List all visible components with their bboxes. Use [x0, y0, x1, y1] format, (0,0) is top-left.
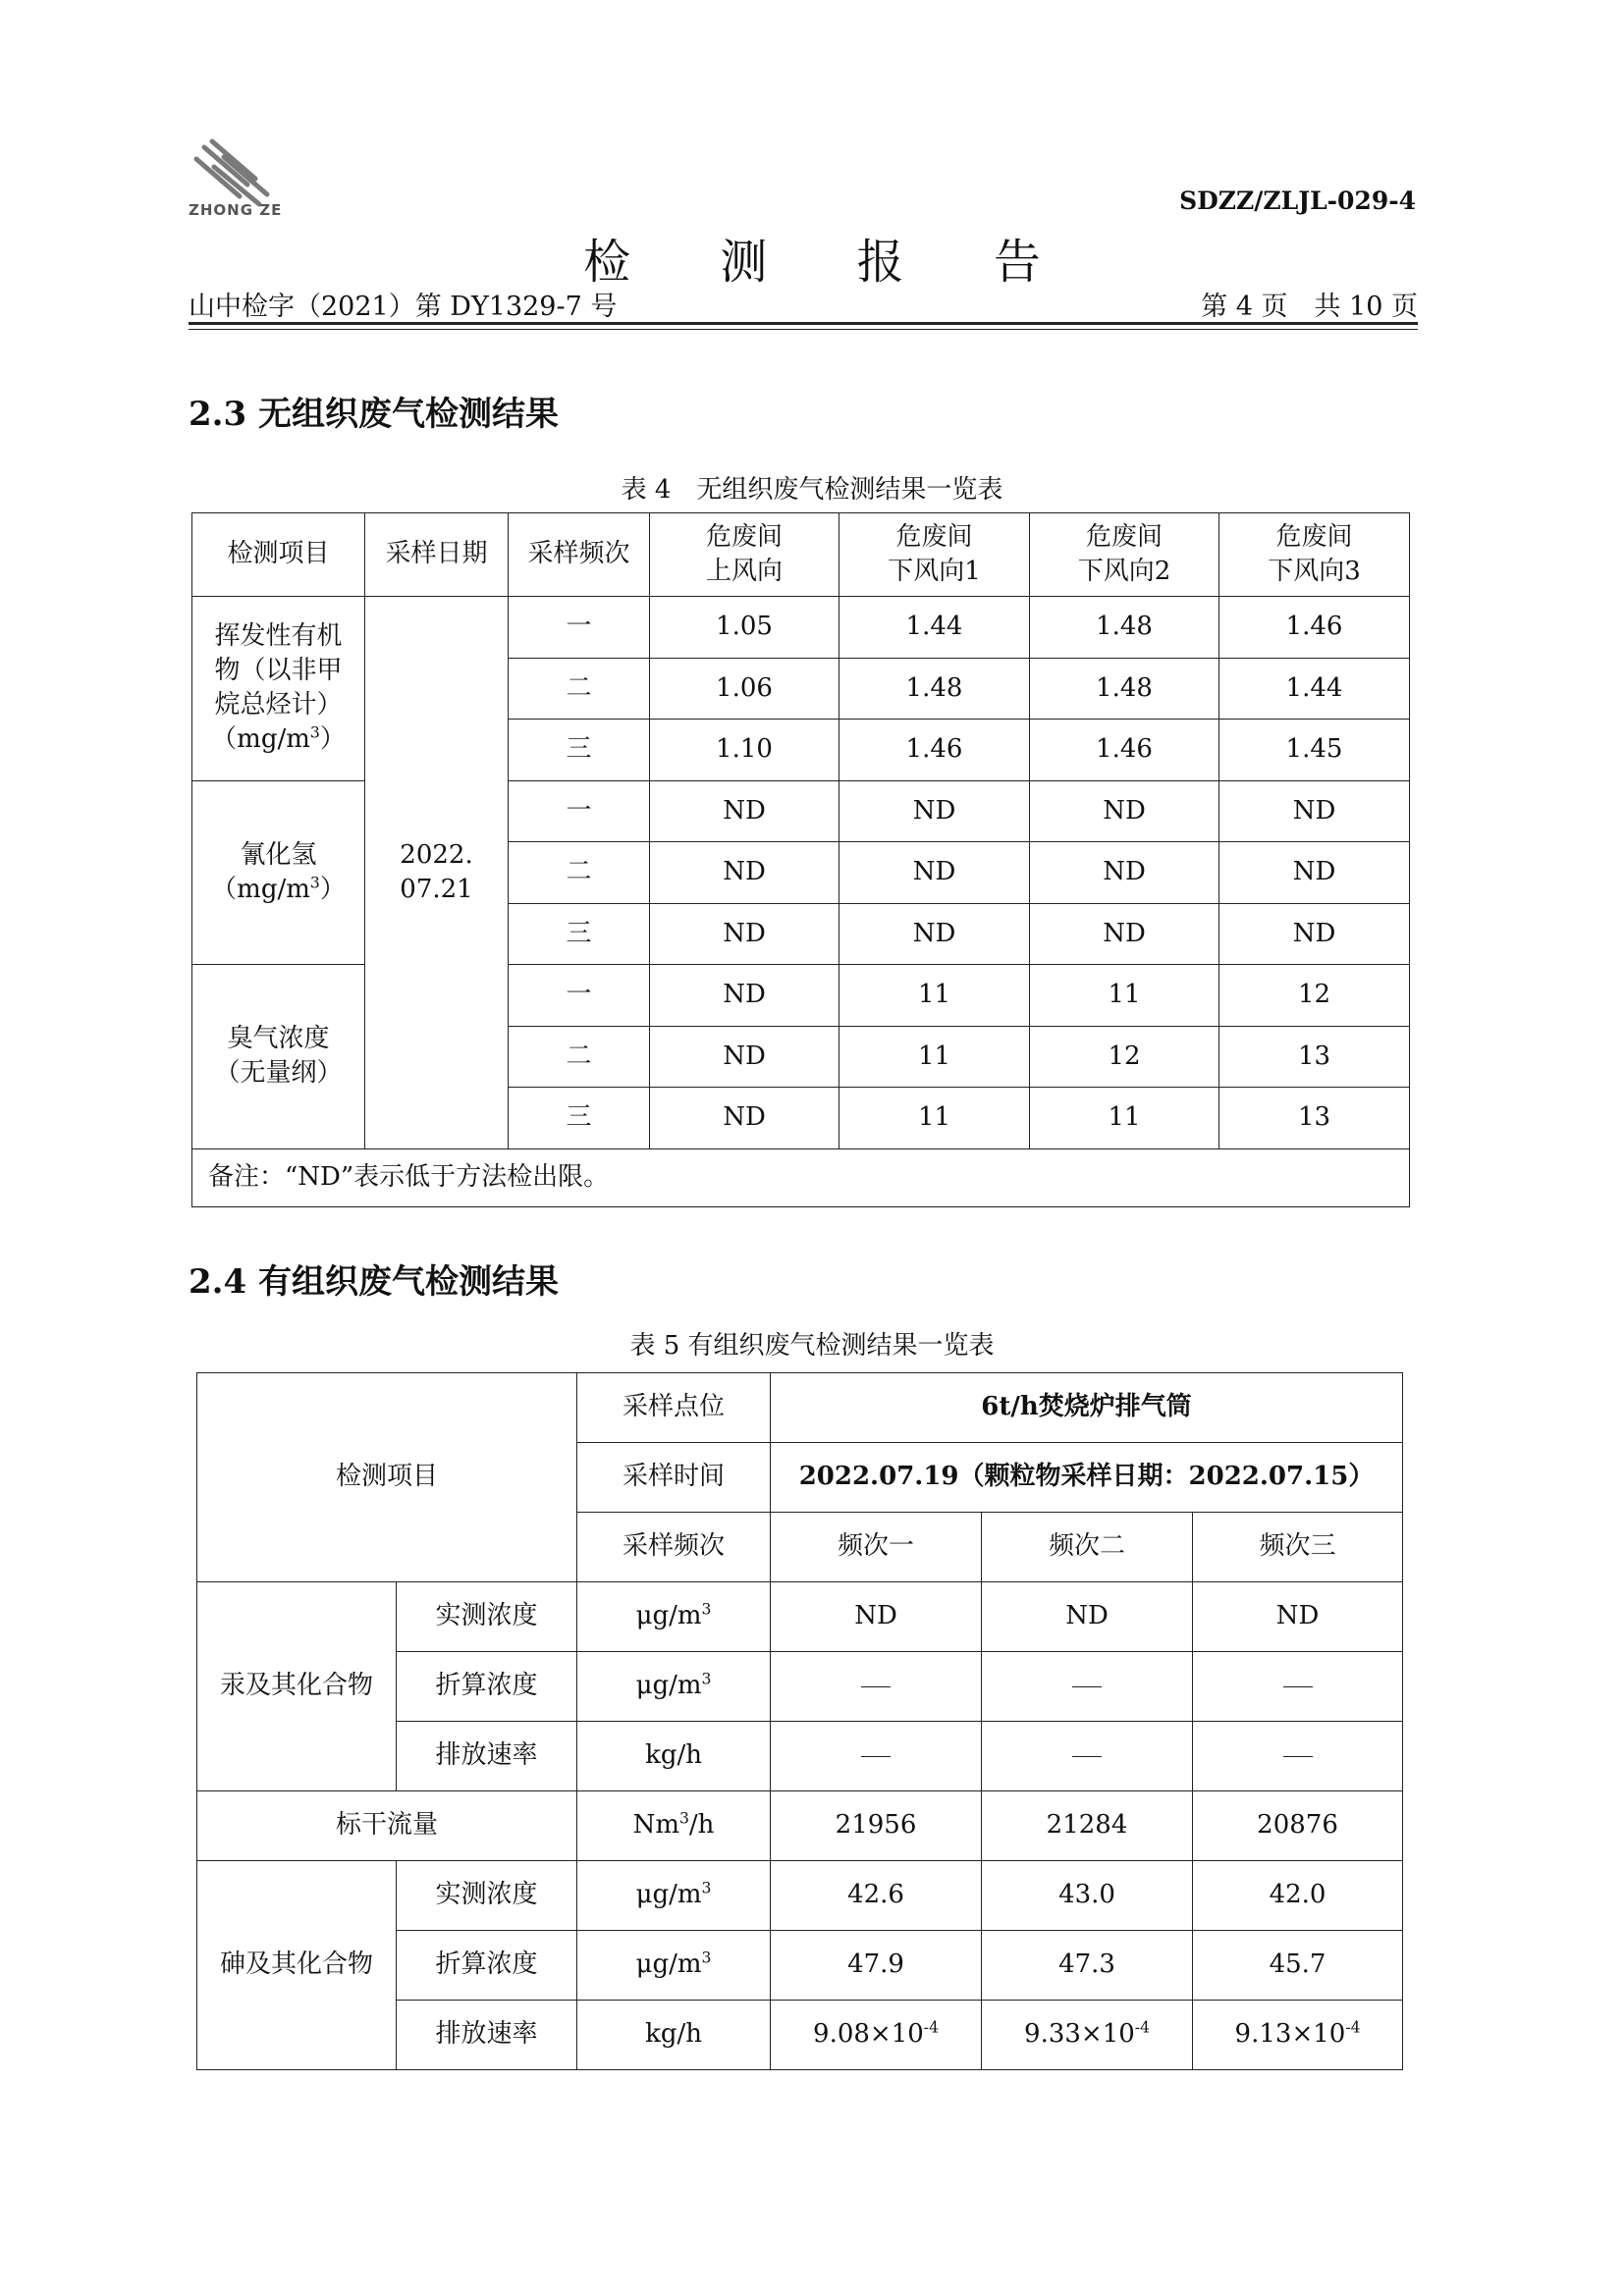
frequency-cell: 一	[509, 780, 650, 842]
value-cell: ND	[650, 1088, 839, 1149]
value-cell: ND	[771, 1582, 982, 1652]
document-code: SDZZ/ZLJL-029-4	[1179, 187, 1416, 215]
unit-cell: $\mu g/m^3$	[577, 1861, 771, 1931]
value-cell	[771, 1722, 982, 1791]
frequency-cell: 二	[509, 1026, 650, 1088]
table-note-row	[192, 1148, 1410, 1206]
frequency-cell: 一	[509, 597, 650, 659]
value-cell: 11	[839, 965, 1030, 1027]
header-date: 采样日期	[365, 513, 509, 597]
value-cell: 42.6	[771, 1861, 982, 1931]
frequency-cell: 二	[509, 658, 650, 720]
report-number: 山中检字（2021）第 DY1329-7 号	[189, 292, 618, 322]
value-cell: 11	[1030, 965, 1219, 1027]
table-organized-emissions	[196, 1372, 1403, 2070]
value-cell: 45.7	[1193, 1931, 1403, 2001]
table-row	[197, 1791, 1403, 1861]
item-voc: 挥发性有机 物（以非甲 烷总烃计） $(mg/m^3)$	[192, 597, 365, 781]
value-cell: 21956	[771, 1791, 982, 1861]
report-title: 检 测 报 告	[583, 235, 1078, 290]
metric-label: 排放速率	[397, 1722, 577, 1791]
value-cell: ND	[839, 903, 1030, 965]
value-cell: $9.08\times 10^{-4}$	[771, 2001, 982, 2070]
value-cell: 21284	[982, 1791, 1193, 1861]
value-cell: 1.48	[1030, 658, 1219, 720]
value-cell	[982, 1652, 1193, 1722]
value-cell: 1.48	[1030, 597, 1219, 659]
value-cell	[771, 1652, 982, 1722]
location-value: 6t/h焚烧炉排气筒	[771, 1373, 1403, 1443]
item-mercury: 汞及其化合物	[197, 1582, 397, 1791]
value-cell: ND	[650, 780, 839, 842]
value-cell: ND	[1219, 780, 1410, 842]
header-rule	[189, 322, 1418, 325]
dash-mark	[861, 1756, 891, 1757]
frequency-1: 频次一	[771, 1513, 982, 1582]
value-cell	[1193, 1652, 1403, 1722]
value-cell: ND	[1030, 780, 1219, 842]
value-cell: 1.44	[1219, 658, 1410, 720]
value-cell: ND	[1030, 903, 1219, 965]
value-cell: 43.0	[982, 1861, 1193, 1931]
value-cell: $9.13\times 10^{-4}$	[1193, 2001, 1403, 2070]
frequency-cell: 二	[509, 842, 650, 904]
value-cell: 1.46	[1030, 720, 1219, 781]
unit-cell: $\mu g/m^3$	[577, 1652, 771, 1722]
value-cell	[982, 1722, 1193, 1791]
unit-cell: $\mu g/m^3$	[577, 1931, 771, 2001]
table-row	[197, 1861, 1403, 1931]
page-indicator: 第 4 页 共 10 页	[1201, 292, 1418, 322]
table-unorganized-emissions	[191, 512, 1410, 1207]
metric-label: 实测浓度	[397, 1582, 577, 1652]
value-cell: 1.05	[650, 597, 839, 659]
dash-mark	[1283, 1686, 1313, 1687]
header-rule-thin	[189, 329, 1418, 330]
unit-cell: $\mu g/m^3$	[577, 1582, 771, 1652]
value-cell: 20876	[1193, 1791, 1403, 1861]
table4-caption: 表 4 无组织废气检测结果一览表	[621, 475, 1003, 505]
sampling-date: 2022. 07.21	[365, 597, 509, 1149]
table-row	[197, 1582, 1403, 1652]
logo-text: ZHONG ZE	[189, 201, 283, 219]
dash-mark	[1283, 1756, 1313, 1757]
value-cell: $9.33\times 10^{-4}$	[982, 2001, 1193, 2070]
table4-note: 备注：“ND”表示低于方法检出限。	[192, 1148, 1410, 1206]
header-location: 采样点位	[577, 1373, 771, 1443]
value-cell: 12	[1030, 1026, 1219, 1088]
frequency-2: 频次二	[982, 1513, 1193, 1582]
value-cell: ND	[650, 903, 839, 965]
value-cell: ND	[982, 1582, 1193, 1652]
header-downwind-1: 危废间 下风向1	[839, 513, 1030, 597]
header-frequency: 采样频次	[509, 513, 650, 597]
frequency-cell: 三	[509, 720, 650, 781]
value-cell: 42.0	[1193, 1861, 1403, 1931]
table5-caption: 表 5 有组织废气检测结果一览表	[629, 1331, 995, 1361]
item-standard-dry-flow: 标干流量	[197, 1791, 577, 1861]
table-row	[197, 1373, 1403, 1443]
item-arsenic: 砷及其化合物	[197, 1861, 397, 2070]
header-downwind-2: 危废间 下风向2	[1030, 513, 1219, 597]
value-cell: 47.3	[982, 1931, 1193, 2001]
item-odor-concentration: 臭气浓度 （无量纲）	[192, 965, 365, 1149]
table-header-row	[192, 513, 1410, 597]
value-cell: 11	[839, 1088, 1030, 1149]
value-cell: 1.06	[650, 658, 839, 720]
section-heading-2-4: 2.4 有组织废气检测结果	[189, 1262, 559, 1302]
value-cell: 1.46	[839, 720, 1030, 781]
dash-mark	[1072, 1756, 1102, 1757]
value-cell: ND	[650, 1026, 839, 1088]
value-cell: ND	[1193, 1582, 1403, 1652]
value-cell: 13	[1219, 1088, 1410, 1149]
metric-label: 排放速率	[397, 2001, 577, 2070]
value-cell: 1.45	[1219, 720, 1410, 781]
value-cell: 47.9	[771, 1931, 982, 2001]
header-item: 检测项目	[197, 1373, 577, 1582]
unit-cell: Nm$^3$/h	[577, 1791, 771, 1861]
header-frequency: 采样频次	[577, 1513, 771, 1582]
value-cell: 11	[839, 1026, 1030, 1088]
value-cell: ND	[839, 842, 1030, 904]
value-cell: ND	[650, 842, 839, 904]
value-cell: 13	[1219, 1026, 1410, 1088]
metric-label: 折算浓度	[397, 1652, 577, 1722]
unit-cell: kg/h	[577, 2001, 771, 2070]
value-cell	[1193, 1722, 1403, 1791]
value-cell: 12	[1219, 965, 1410, 1027]
metric-label: 实测浓度	[397, 1861, 577, 1931]
dash-mark	[861, 1686, 891, 1687]
frequency-3: 频次三	[1193, 1513, 1403, 1582]
value-cell: 1.46	[1219, 597, 1410, 659]
time-value: 2022.07.19（颗粒物采样日期：2022.07.15）	[771, 1443, 1403, 1513]
header-upwind: 危废间 上风向	[650, 513, 839, 597]
unit-cell: kg/h	[577, 1722, 771, 1791]
header-item: 检测项目	[192, 513, 365, 597]
value-cell: ND	[1219, 903, 1410, 965]
frequency-cell: 三	[509, 1088, 650, 1149]
header-time: 采样时间	[577, 1443, 771, 1513]
value-cell: ND	[650, 965, 839, 1027]
value-cell: 1.44	[839, 597, 1030, 659]
section-heading-2-3: 2.3 无组织废气检测结果	[189, 395, 559, 434]
frequency-cell: 一	[509, 965, 650, 1027]
value-cell: ND	[1030, 842, 1219, 904]
frequency-cell: 三	[509, 903, 650, 965]
value-cell: 1.10	[650, 720, 839, 781]
table-row	[192, 597, 1410, 659]
value-cell: ND	[1219, 842, 1410, 904]
header-downwind-3: 危废间 下风向3	[1219, 513, 1410, 597]
metric-label: 折算浓度	[397, 1931, 577, 2001]
value-cell: 1.48	[839, 658, 1030, 720]
value-cell: ND	[839, 780, 1030, 842]
value-cell: 11	[1030, 1088, 1219, 1149]
dash-mark	[1072, 1686, 1102, 1687]
item-hydrogen-cyanide: 氰化氢 $(mg/m^3)$	[192, 780, 365, 965]
